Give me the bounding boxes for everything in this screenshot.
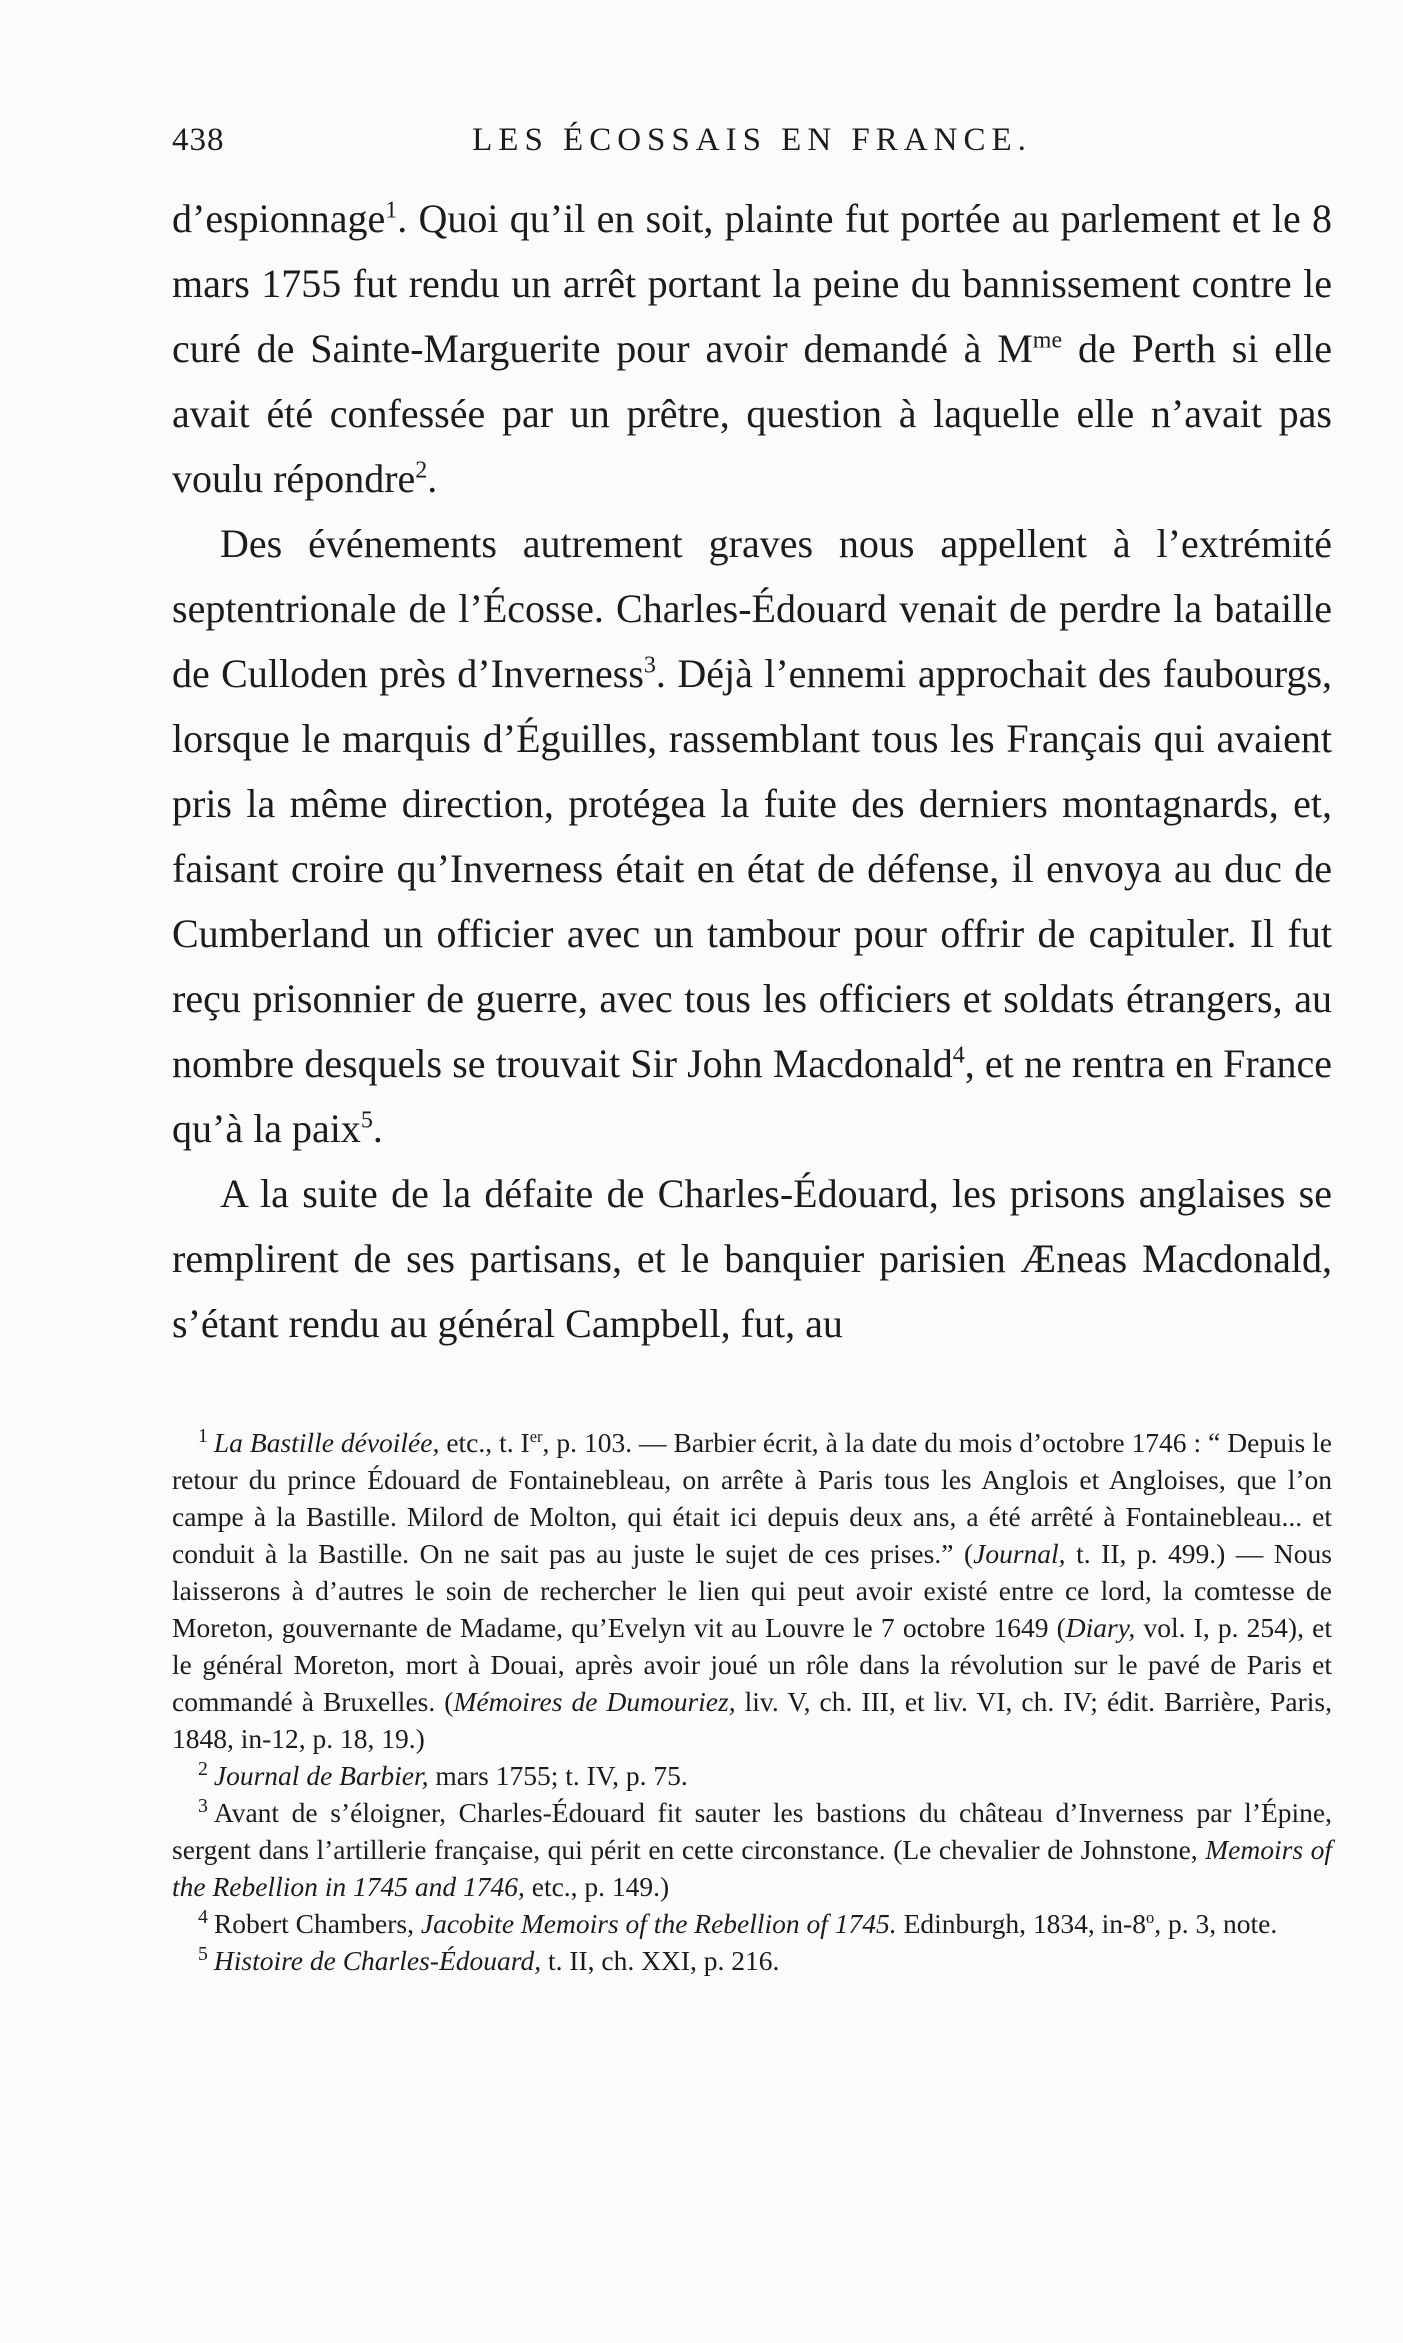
page-header: [172, 122, 1332, 170]
footnotes: [172, 1424, 1332, 1979]
footnote-number: 4: [198, 1905, 208, 1928]
paragraph-1: d’espionnage$^1$. Quoi qu’il en soit, plainte fut portée au parlement et le 8 mars 1755 fut rendu un arrêt portant la peine du bannissement contre le curé de Sainte-Marguerite pour avoir demandé à $M^{me}$ de Perth si elle avait été confessée par un prêtre, question à laquelle elle n’avait pas voulu répondre$^2$.: [172, 196, 1332, 501]
main-text: [172, 186, 1332, 1356]
footnote-5: $^5$ Histoire de Charles-Édouard, t. II, ch. XXI, p. 216.: [198, 1942, 780, 1976]
footnote-2: $^2$ Journal de Barbier, mars 1755; t. IV, p. 75.: [198, 1757, 688, 1791]
footnote-number: 3: [198, 1794, 208, 1817]
paragraph-2: Des événements autrement graves nous appellent à l’extrémité septentrionale de l’Écosse. Charles-Édouard venait de perdre la bataille de Culloden près d’Inverness$^3$. Déjà l’ennemi approchait des faubourgs, lorsque le marquis d’Éguilles, rassemblant tous les Français qui avaient pris la même direction, protégea la fuite des derniers montagnards, et, faisant croire qu’Inverness était en état de défense, il envoya au duc de Cumberland un officier avec un tambour pour offrir de capituler. Il fut reçu prisonnier de guerre, avec tous les officiers et soldats étrangers, au nombre desquels se trouvait Sir John Macdonald$^4$, et ne rentra en France qu’à la paix$^5$.: [172, 521, 1333, 1151]
footnote-ref: 5: [360, 1107, 373, 1134]
footnote-3: $^3$ Avant de s’éloigner, Charles-Édouard fit sauter les bastions du château d’Inverness par l’Épine, sergent dans l’artillerie française, qui périt en cette circonstance. (Le chevalier de Johnstone, Memoirs of the Rebellion in 1745 and 1746, etc., p. 149.): [172, 1794, 1332, 1902]
footnote-ref: 4: [952, 1042, 965, 1069]
footnote-ref: 1: [385, 197, 398, 224]
footnote-1: $^1$ La Bastille dévoilée, etc., t. Ier, p. 103. — Barbier écrit, à la date du mois d’octobre 1746 : “ Depuis le retour du prince Édouard de Fontainebleau, on arrête à Paris tous les Anglois et Angloises, que l’on campe à la Bastille. Milord de Molton, qui était ici depuis deux ans, a été arrêté à Fontainebleau... et conduit à la Bastille. On ne sait pas au juste le sujet de ces prises.” (Journal, t. II, p. 499.) — Nous laisserons à d’autres le soin de rechercher le lien qui peut avoir existé entre ce lord, la comtesse de Moreton, gouvernante de Madame, qu’Evelyn vit au Louvre le 7 octobre 1649 (Diary, vol. I, p. 254), et le général Moreton, mort à Douai, après avoir joué un rôle dans la révolution sur le pavé de Paris et commandé à Bruxelles. (Mémoires de Dumouriez, liv. V, ch. III, et liv. VI, ch. IV; édit. Barrière, Paris, 1848, in-12, p. 18, 19.): [172, 1424, 1332, 1754]
footnote-number: 1: [198, 1424, 208, 1447]
footnote-number: 2: [198, 1757, 208, 1780]
superscript: me: [1032, 327, 1063, 354]
footnote-ref: 2: [415, 457, 428, 484]
paragraph-3: A la suite de la défaite de Charles-Édouard, les prisons anglaises se remplirent de ses partisans, et le banquier parisien Æneas Macdonald, s’étant rendu au général Campbell, fut, au: [172, 1171, 1332, 1346]
footnote-ref: 3: [643, 652, 656, 679]
running-title: LES ÉCOSSAIS EN FRANCE.: [472, 122, 1032, 158]
footnote-4: $^4$ Robert Chambers, Jacobite Memoirs of the Rebellion of 1745. Edinburgh, 1834, in-8$^o$, p. 3, note.: [198, 1905, 1278, 1939]
footnote-number: 5: [198, 1942, 208, 1965]
page-number: 438: [172, 122, 225, 158]
